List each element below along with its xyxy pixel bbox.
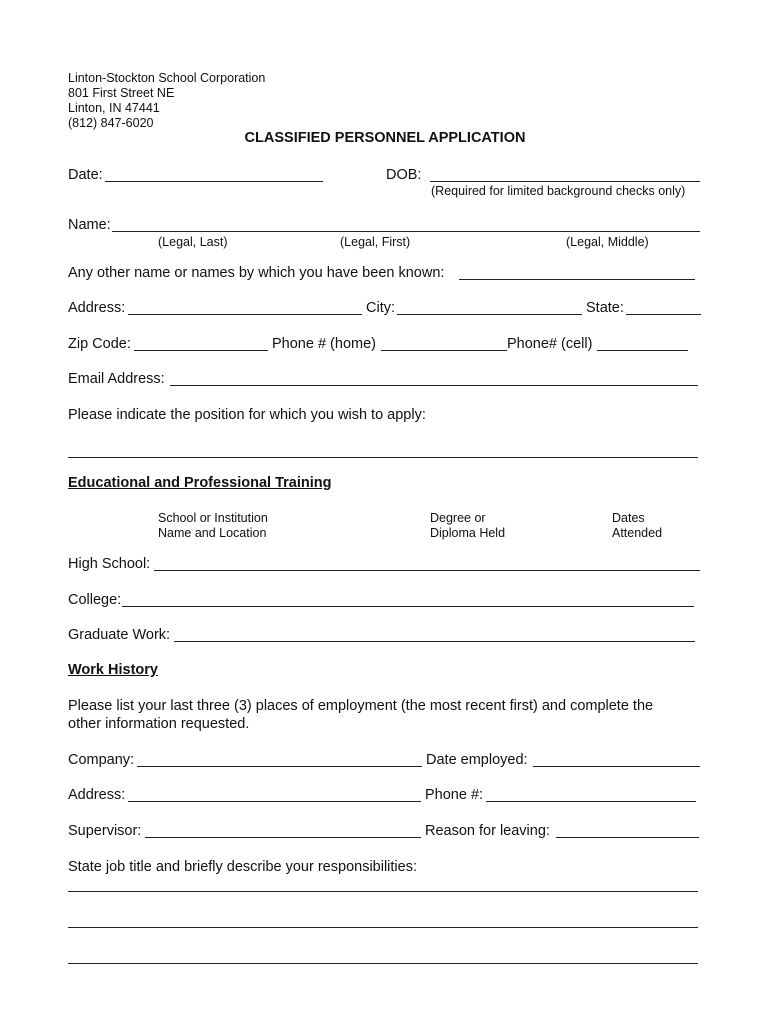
position-field[interactable] xyxy=(68,457,698,458)
date-field[interactable] xyxy=(105,181,323,182)
org-street: 801 First Street NE xyxy=(68,86,175,100)
email-field[interactable] xyxy=(170,385,698,386)
reason-label: Reason for leaving: xyxy=(425,823,550,839)
page-title: CLASSIFIED PERSONNEL APPLICATION xyxy=(244,130,526,146)
job-title-label: State job title and briefly describe your responsibilities: xyxy=(68,859,417,875)
other-names-label: Any other name or names by which you have been known: xyxy=(68,265,445,281)
responsibilities-line-2[interactable] xyxy=(68,927,698,928)
name-field[interactable] xyxy=(112,231,700,232)
city-field[interactable] xyxy=(397,314,582,315)
state-field[interactable] xyxy=(626,314,701,315)
org-name: Linton-Stockton School Corporation xyxy=(68,71,266,85)
company-label: Company: xyxy=(68,752,135,768)
org-phone: (812) 847-6020 xyxy=(68,116,154,130)
phone-home-field[interactable] xyxy=(381,350,507,351)
other-names-field[interactable] xyxy=(459,279,695,280)
zip-label: Zip Code: xyxy=(68,336,131,352)
work-phone-field[interactable] xyxy=(486,801,696,802)
edu-col3-line1: Dates xyxy=(612,511,645,525)
phone-cell-field[interactable] xyxy=(597,350,688,351)
work-address-label: Address: xyxy=(68,787,126,803)
email-label: Email Address: xyxy=(68,371,165,387)
zip-field[interactable] xyxy=(134,350,268,351)
address-label: Address: xyxy=(68,300,126,316)
edu-col1-line1: School or Institution xyxy=(158,511,268,525)
college-label: College: xyxy=(68,592,122,608)
address-field[interactable] xyxy=(128,314,362,315)
city-label: City: xyxy=(366,300,395,316)
responsibilities-line-3[interactable] xyxy=(68,963,698,964)
edu-col1-line2: Name and Location xyxy=(158,526,267,540)
phone-cell-label: Phone# (cell) xyxy=(507,336,593,352)
work-heading: Work History xyxy=(68,662,158,678)
name-label: Name: xyxy=(68,217,111,233)
dob-label: DOB: xyxy=(386,167,422,183)
legal-first-label: (Legal, First) xyxy=(340,235,411,249)
high-school-label: High School: xyxy=(68,556,151,572)
dob-field[interactable] xyxy=(430,181,700,182)
supervisor-field[interactable] xyxy=(145,837,421,838)
legal-last-label: (Legal, Last) xyxy=(158,235,228,249)
reason-field[interactable] xyxy=(556,837,699,838)
date-employed-field[interactable] xyxy=(533,766,700,767)
org-city: Linton, IN 47441 xyxy=(68,101,160,115)
responsibilities-line-1[interactable] xyxy=(68,891,698,892)
date-label: Date: xyxy=(68,167,103,183)
state-label: State: xyxy=(586,300,624,316)
supervisor-label: Supervisor: xyxy=(68,823,142,839)
dob-note: (Required for limited background checks only) xyxy=(431,184,686,198)
high-school-field[interactable] xyxy=(154,570,700,571)
edu-col3-line2: Attended xyxy=(612,526,663,540)
college-field[interactable] xyxy=(122,606,694,607)
graduate-field[interactable] xyxy=(174,641,695,642)
work-phone-label: Phone #: xyxy=(425,787,484,803)
legal-middle-label: (Legal, Middle) xyxy=(566,235,649,249)
date-employed-label: Date employed: xyxy=(426,752,528,768)
edu-col2-line1: Degree or xyxy=(430,511,486,525)
graduate-label: Graduate Work: xyxy=(68,627,171,643)
work-address-field[interactable] xyxy=(128,801,421,802)
position-label: Please indicate the position for which you wish to apply: xyxy=(68,407,426,423)
company-field[interactable] xyxy=(137,766,422,767)
work-instructions-1: Please list your last three (3) places of employment (the most recent first) and complete the xyxy=(68,698,654,714)
education-heading: Educational and Professional Training xyxy=(68,475,332,491)
work-instructions-2: other information requested. xyxy=(68,716,250,732)
phone-home-label: Phone # (home) xyxy=(272,336,376,352)
edu-col2-line2: Diploma Held xyxy=(430,526,506,540)
